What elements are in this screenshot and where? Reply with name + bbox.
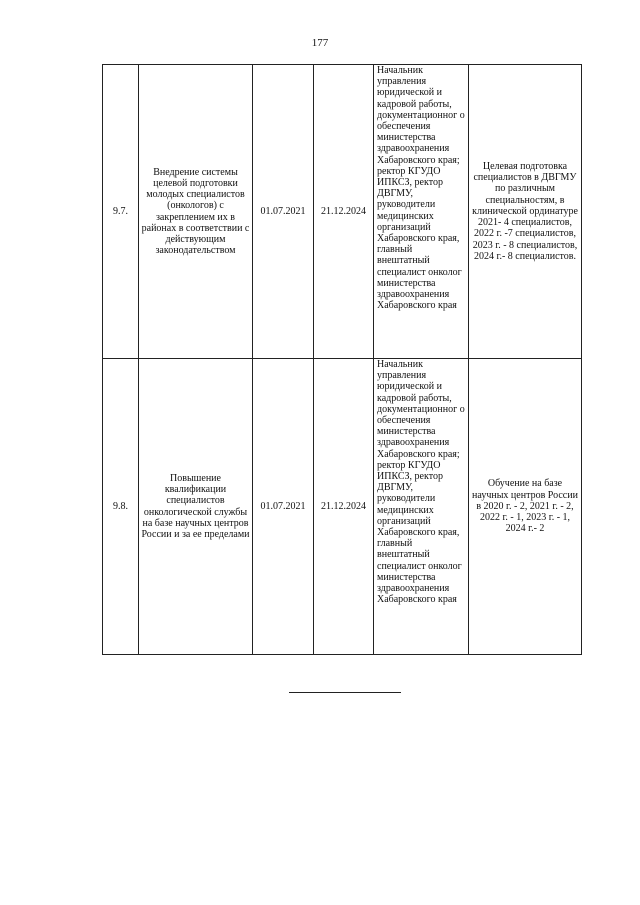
end-date-cell: 21.12.2024: [314, 359, 374, 655]
table-row: [103, 65, 582, 359]
responsible-cell: Начальник управления юридической и кадровой работы, документационног о обеспечения министерства здравоохранения Хабаровского края; ректор КГУДО ИПКСЗ, ректор ДВГМУ, руководители медицинских организаций Хабаровского края, главный внештатный специалист онколог министерства здравоохранения Хабаровского края: [374, 65, 469, 359]
start-date-cell: 01.07.2021: [253, 359, 314, 655]
responsible-cell: Начальник управления юридической и кадровой работы, документационног о обеспечения министерства здравоохранения Хабаровского края; ректор КГУДО ИПКСЗ, ректор ДВГМУ, руководители медицинских организаций Хабаровского края, главный внештатный специалист онколог министерства здравоохранения Хабаровского края: [374, 359, 469, 655]
result-cell: Обучение на базе научных центров России в 2020 г. - 2, 2021 г. - 2, 2022 г. - 1, 2023 г. - 1, 2024 г.- 2: [469, 359, 582, 655]
result-cell: Целевая подготовка специалистов в ДВГМУ по различным специальностям, в клинической ординатуре 2021- 4 специалистов, 2022 г. -7 специалистов, 2023 г. - 8 специалистов, 2024 г.- 8 специалистов.: [469, 65, 582, 359]
footer-separator-line: [289, 692, 401, 693]
activities-table: [102, 64, 582, 655]
event-cell: Внедрение системы целевой подготовки молодых специалистов (онкологов) с закреплением их в районах в соответствии с действующим законодательством: [139, 65, 253, 359]
event-cell: Повышение квалификации специалистов онкологической службы на базе научных центров России и за ее пределами: [139, 359, 253, 655]
table-row: [103, 359, 582, 655]
row-number: 9.7.: [103, 65, 139, 359]
page-number: 177: [311, 37, 329, 49]
end-date-cell: 21.12.2024: [314, 65, 374, 359]
row-number: 9.8.: [103, 359, 139, 655]
start-date-cell: 01.07.2021: [253, 65, 314, 359]
